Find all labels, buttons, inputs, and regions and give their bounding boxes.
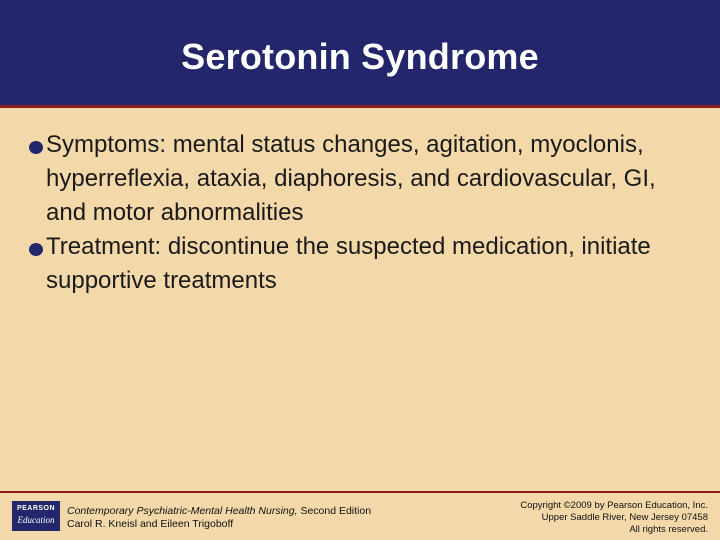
bullet-list: [28, 128, 688, 298]
bullet-text: Treatment: discontinue the suspected medication, initiate supportive treatments: [46, 233, 651, 294]
footer-rule: [0, 491, 720, 493]
pearson-logo: [12, 501, 60, 531]
copyright-line-3: All rights reserved.: [629, 524, 708, 535]
footer-copyright: [478, 500, 708, 536]
book-title: Contemporary Psychiatric-Mental Health Nursing,: [67, 505, 298, 517]
footer-citation: [67, 505, 371, 531]
title-rule: [0, 105, 720, 108]
bullet-item-treatment: [28, 230, 688, 298]
copyright-line-1: Copyright ©2009 by Pearson Education, Inc.: [520, 500, 708, 511]
slide-title: Serotonin Syndrome: [181, 36, 539, 77]
book-authors: Carol R. Kneisl and Eileen Trigoboff: [67, 518, 234, 530]
bullet-dot-icon: [29, 141, 43, 154]
copyright-line-2: Upper Saddle River, New Jersey 07458: [541, 512, 708, 523]
bullet-text: Symptoms: mental status changes, agitation, myoclonis, hyperreflexia, ataxia, diaphoresis, and cardiovascular, GI, and motor abnormalities: [46, 131, 656, 226]
bullet-dot-icon: [29, 243, 43, 256]
book-edition: Second Edition: [300, 505, 372, 517]
bullet-item-symptoms: [28, 128, 688, 230]
title-bar: [0, 0, 720, 108]
logo-top-text: PEARSON: [16, 505, 56, 512]
logo-bottom-text: Education: [17, 515, 55, 525]
